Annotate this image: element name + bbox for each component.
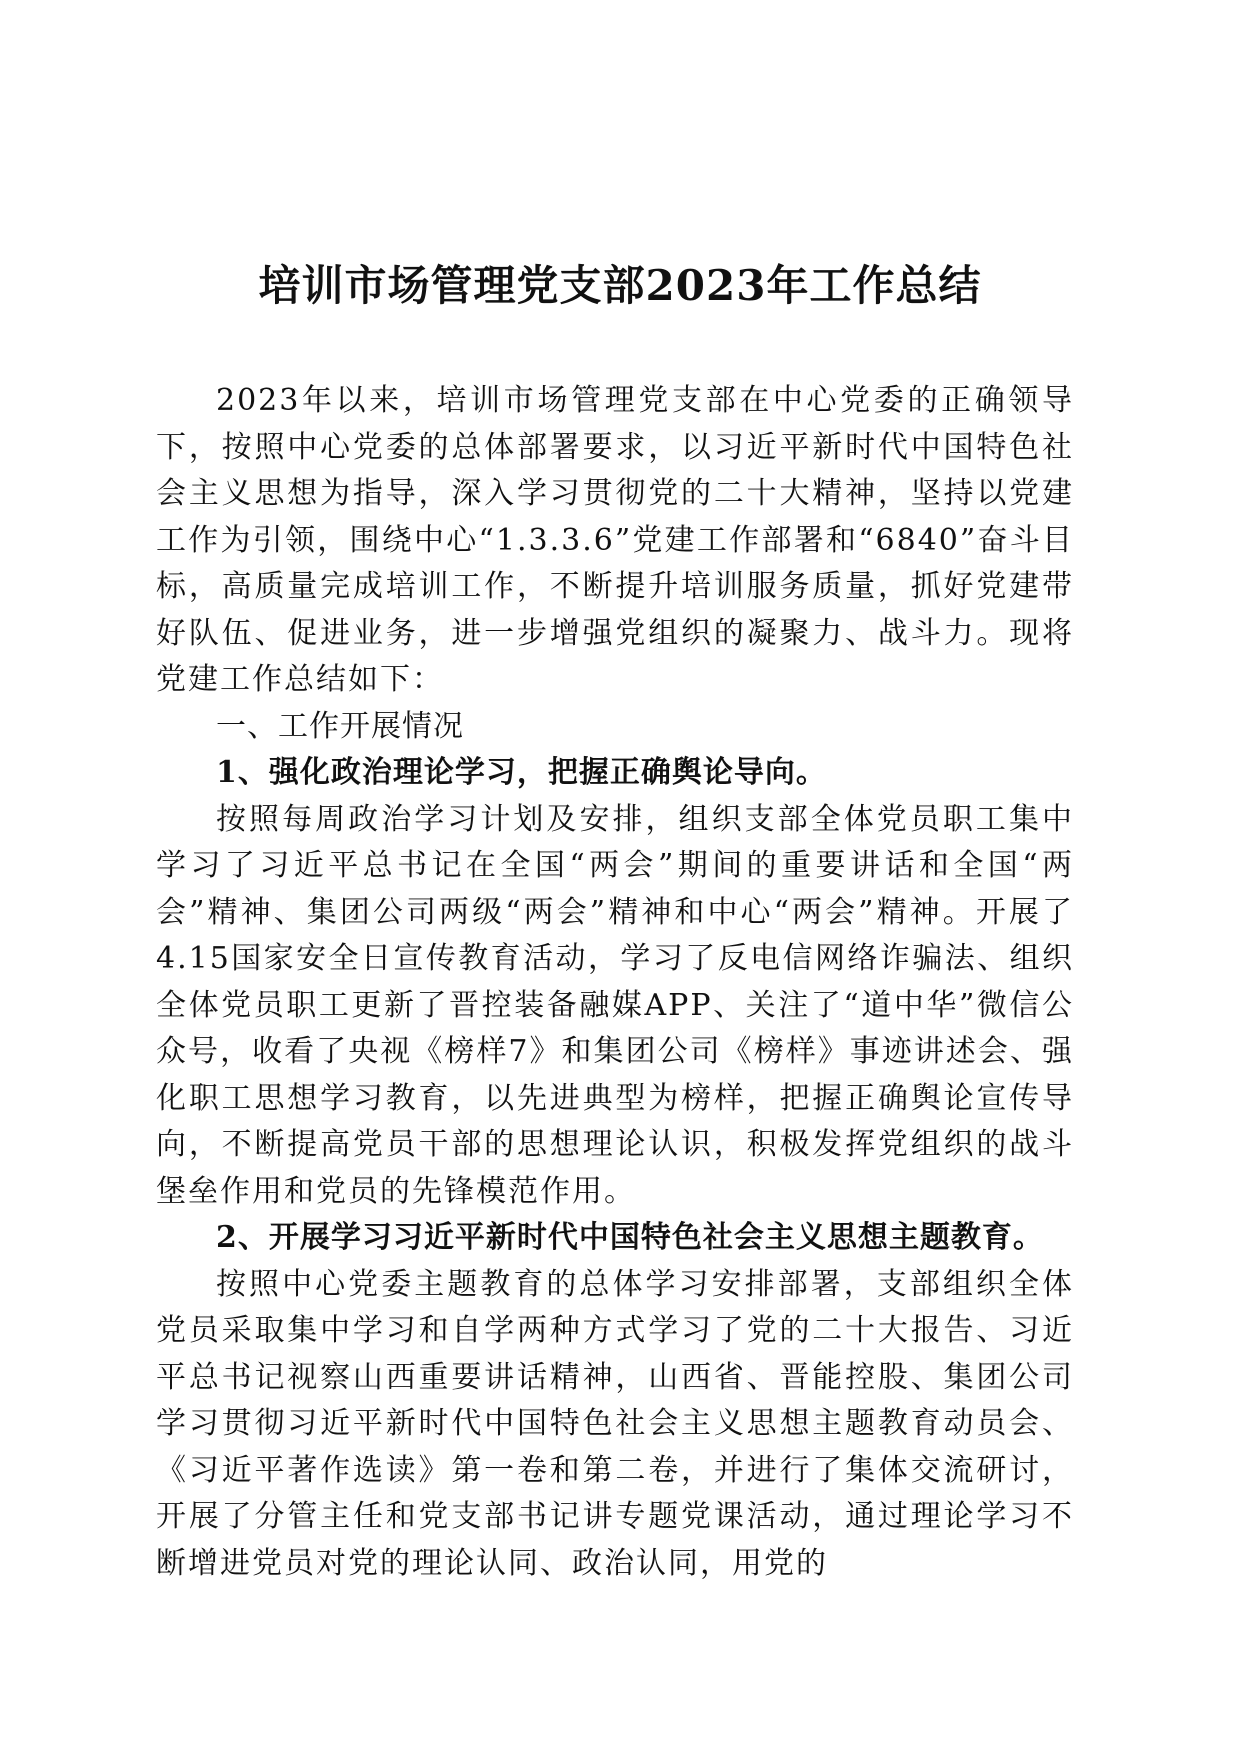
document-body	[156, 378, 1074, 1587]
intro-paragraph: 2023年以来，培训市场管理党支部在中心党委的正确领导下，按照中心党委的总体部署要求，以习近平新时代中国特色社会主义思想为指导，深入学习贯彻党的二十大精神，坚持以党建工作为引领，围绕中心“1.3.3.6”党建工作部署和“6840”奋斗目标，高质量完成培训工作，不断提升培训服务质量，抓好党建带好队伍、促进业务，进一步增强党组织的凝聚力、战斗力。现将党建工作总结如下：	[156, 383, 1074, 697]
document-title: 培训市场管理党支部2023年工作总结	[258, 261, 982, 311]
item-body-theme-education: 按照中心党委主题教育的总体学习安排部署，支部组织全体党员采取集中学习和自学两种方式学习了党的二十大报告、习近平总书记视察山西重要讲话精神，山西省、晋能控股、集团公司学习贯彻习近平新时代中国特色社会主义思想主题教育动员会、《习近平著作选读》第一卷和第二卷，并进行了集体交流研讨，开展了分管主任和党支部书记讲专题党课活动，通过理论学习不断增进党员对党的理论认同、政治认同，用党的	[156, 1266, 1074, 1581]
section-heading-work-progress: 一、工作开展情况	[216, 708, 464, 744]
item-heading-theme-education: 2、开展学习习近平新时代中国特色社会主义思想主题教育。	[216, 1220, 1044, 1255]
item-heading-political-study: 1、强化政治理论学习，把握正确舆论导向。	[216, 755, 827, 790]
item-body-political-study: 按照每周政治学习计划及安排，组织支部全体党员职工集中学习了习近平总书记在全国“两会”期间的重要讲话和全国“两会”精神、集团公司两级“两会”精神和中心“两会”精神。开展了4.15国家安全日宣传教育活动，学习了反电信网络诈骗法、组织全体党员职工更新了晋控装备融媒APP、关注了“道中华”微信公众号，收看了央视《榜样7》和集团公司《榜样》事迹讲述会、强化职工思想学习教育，以先进典型为榜样，把握正确舆论宣传导向，不断提高党员干部的思想理论认识，积极发挥党组织的战斗堡垒作用和党员的先锋模范作用。	[156, 801, 1074, 1209]
